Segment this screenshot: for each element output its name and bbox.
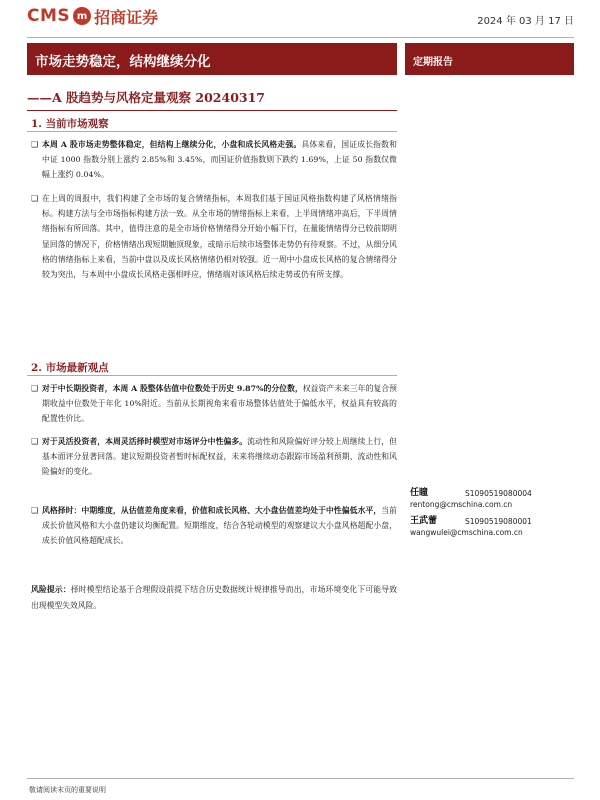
footer-note: 敬请阅读末页的重要说明	[29, 786, 106, 794]
bullet-text: 对于中长期投资者，本周 A 股整体估值中位数处于历史 9.87%的分位数，权益资产未来三年的复合预期收益中位数处于年化 10%附近。当前从长期视角来看市场整体估值处于偏低水平，权益具有较高的配置性价比。	[42, 384, 397, 424]
section-divider	[27, 131, 397, 132]
author-name: 王武蕾	[410, 516, 438, 526]
logo-text: CMS	[27, 6, 71, 26]
author-row	[410, 488, 575, 499]
section-title: 1. 当前市场观察	[31, 118, 109, 130]
author-email[interactable]: rentong@cmschina.com.cn	[410, 500, 513, 509]
author-license-id: S1090519080001	[465, 517, 532, 526]
author-email[interactable]: wangwulei@cmschina.com.cn	[410, 528, 523, 537]
cms-logo	[27, 3, 158, 29]
author-block	[410, 488, 575, 511]
list-item	[31, 381, 397, 427]
bullet-text: 在上周的周报中，我们构建了全市场的复合情绪指标，本周我们基于国证风格指数构建了风格情绪指标。构建方法与全市场指标构建方法一致。从全市场的情绪指标上来看，上半周情绪冲高后，下半周情绪指标有所回落。其中，值得注意的是全市场价格情绪得分开始小幅下行，在量能情绪得分已较前期明显回落的情况下，价格情绪出现短期触顶现象，或暗示后续市场整体走势仍有待观察。不过，从细分风格的情绪指标上来看，当前中盘以及成长风格情绪仍相对较强。近一周中小盘成长风格的复合情绪得分较为突出，与本周中小盘成长风格走强相呼应，情绪端对该风格后续走势或仍有所支撑。	[42, 194, 397, 280]
logo-mark-icon: m	[73, 7, 91, 25]
title-banner	[27, 43, 397, 75]
risk-warning: 风险提示：择时模型结论基于合理假设前提下结合历史数据统计规律推导而出，市场环境变化下可能导致出现模型失效风险。	[31, 585, 398, 610]
author-block	[410, 516, 575, 539]
bullet-square-icon: ❑	[31, 437, 39, 446]
bullet-square-icon: ❑	[31, 506, 39, 515]
report-subtitle: ——A 股趋势与风格定量观察 20240317	[27, 90, 265, 105]
bullet-square-icon: ❑	[31, 384, 39, 393]
section-divider	[27, 375, 397, 376]
footer-divider	[27, 778, 574, 779]
author-license-id: S1090519080004	[465, 489, 532, 498]
subtitle-divider	[27, 110, 397, 111]
list-item	[31, 191, 397, 282]
author-row	[410, 516, 575, 527]
bullet-text: 风格择时：中期维度，从估值差角度来看，价值和成长风格、大小盘估值差均处于中性偏低水平，当前成长价值风格和大小盘仍建议均衡配置。短期维度，结合各轮动模型的观察建议大小盘风格超配小盘，成长价值风格超配成长。	[42, 506, 397, 546]
bullet-text: 对于灵活投资者，本周灵活择时模型对市场评分中性偏多。流动性和风险偏好评分较上周继续上行，但基本面评分显著回落。建议短期投资者暂时标配权益，未来将继续动态跟踪市场盈利预期、流动性和风险偏好的变化。	[42, 437, 397, 477]
report-type-label: 定期报告	[413, 57, 453, 68]
list-item	[31, 137, 397, 183]
logo-cn-text: 招商证券	[94, 7, 159, 27]
side-banner	[405, 43, 574, 75]
bullet-square-icon: ❑	[31, 194, 39, 203]
bullet-text: 本周 A 股市场走势整体稳定，但结构上继续分化，小盘和成长风格走强。具体来看，国证成长指数和中证 1000 指数分别上涨约 2.85%和 3.45%，而国证价值指数则下跌约 1.69%，上证 50 指数仅微幅上涨约 0.04%。	[42, 140, 397, 180]
bullet-square-icon: ❑	[31, 140, 39, 149]
report-date: 2024 年 03 月 17 日	[477, 16, 574, 27]
section-title: 2. 市场最新观点	[31, 362, 109, 374]
author-name: 任瞳	[410, 488, 429, 498]
list-item	[31, 503, 397, 549]
report-title: 市场走势稳定，结构继续分化	[35, 54, 211, 70]
header-divider	[27, 37, 574, 38]
list-item	[31, 434, 397, 480]
